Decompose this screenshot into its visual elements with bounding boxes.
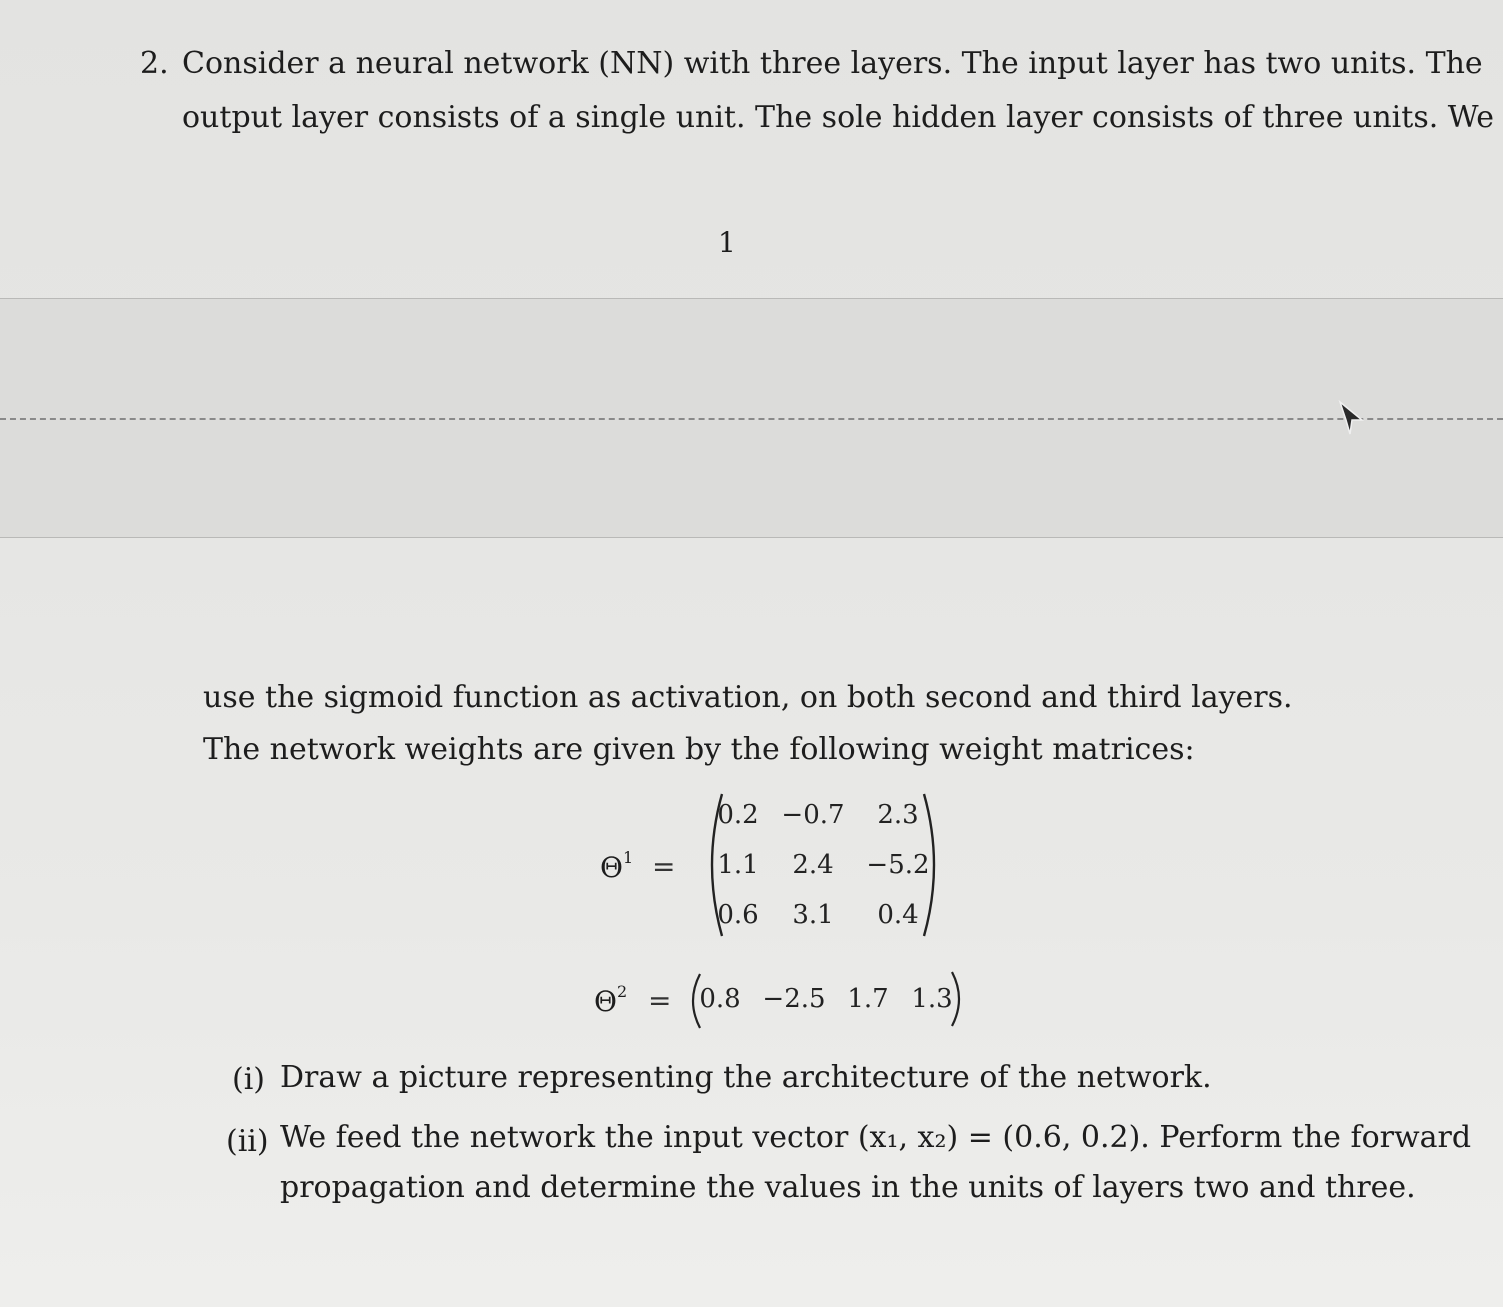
theta2-equals: = <box>648 984 672 1017</box>
continuation-line-1: use the sigmoid function as activation, on both second and third layers. <box>203 680 1293 715</box>
intro-line-2: output layer consists of a single unit. The sole hidden layer consists of three units. We <box>182 100 1494 135</box>
item-ii-text-line-2: propagation and determine the values in the units of layers two and three. <box>280 1170 1416 1205</box>
theta1-cell: 1.1 <box>717 850 759 880</box>
theta1-symbol: Θ <box>600 851 623 884</box>
theta2-label <box>594 982 627 1018</box>
continuation-line-2: The network weights are given by the following weight matrices: <box>203 732 1195 767</box>
theta1-cell: 3.1 <box>792 900 834 930</box>
theta1-equals: = <box>652 850 676 883</box>
theta1-label <box>600 848 633 884</box>
theta1-cell: −0.7 <box>781 800 845 830</box>
question-number: 2. <box>140 46 169 81</box>
theta1-superscript: 1 <box>622 848 634 867</box>
theta1-cell: 0.6 <box>717 900 759 930</box>
theta2-cell: −2.5 <box>762 984 826 1014</box>
item-i-text: Draw a picture representing the architecture of the network. <box>280 1060 1212 1095</box>
item-i-label: (i) <box>232 1062 266 1097</box>
page-break-dashed-line <box>0 418 1503 420</box>
theta2-cell: 1.3 <box>911 984 953 1014</box>
theta2-cell: 0.8 <box>699 984 741 1014</box>
mouse-pointer-icon <box>1336 398 1366 438</box>
theta1-cell: 2.4 <box>792 850 834 880</box>
theta2-symbol: Θ <box>594 985 617 1018</box>
item-ii-text-line-1: We feed the network the input vector (x₁, x₂) = (0.6, 0.2). Perform the forward <box>280 1120 1472 1155</box>
theta1-cell: 0.2 <box>717 800 759 830</box>
theta1-cell: −5.2 <box>866 850 930 880</box>
theta2-superscript: 2 <box>616 982 628 1001</box>
theta2-cell: 1.7 <box>847 984 889 1014</box>
item-ii-label: (ii) <box>226 1124 269 1159</box>
theta1-cell: 2.3 <box>877 800 919 830</box>
intro-line-1: Consider a neural network (NN) with three layers. The input layer has two units. The <box>182 46 1483 81</box>
theta1-cell: 0.4 <box>877 900 919 930</box>
page-number: 1 <box>718 226 736 259</box>
